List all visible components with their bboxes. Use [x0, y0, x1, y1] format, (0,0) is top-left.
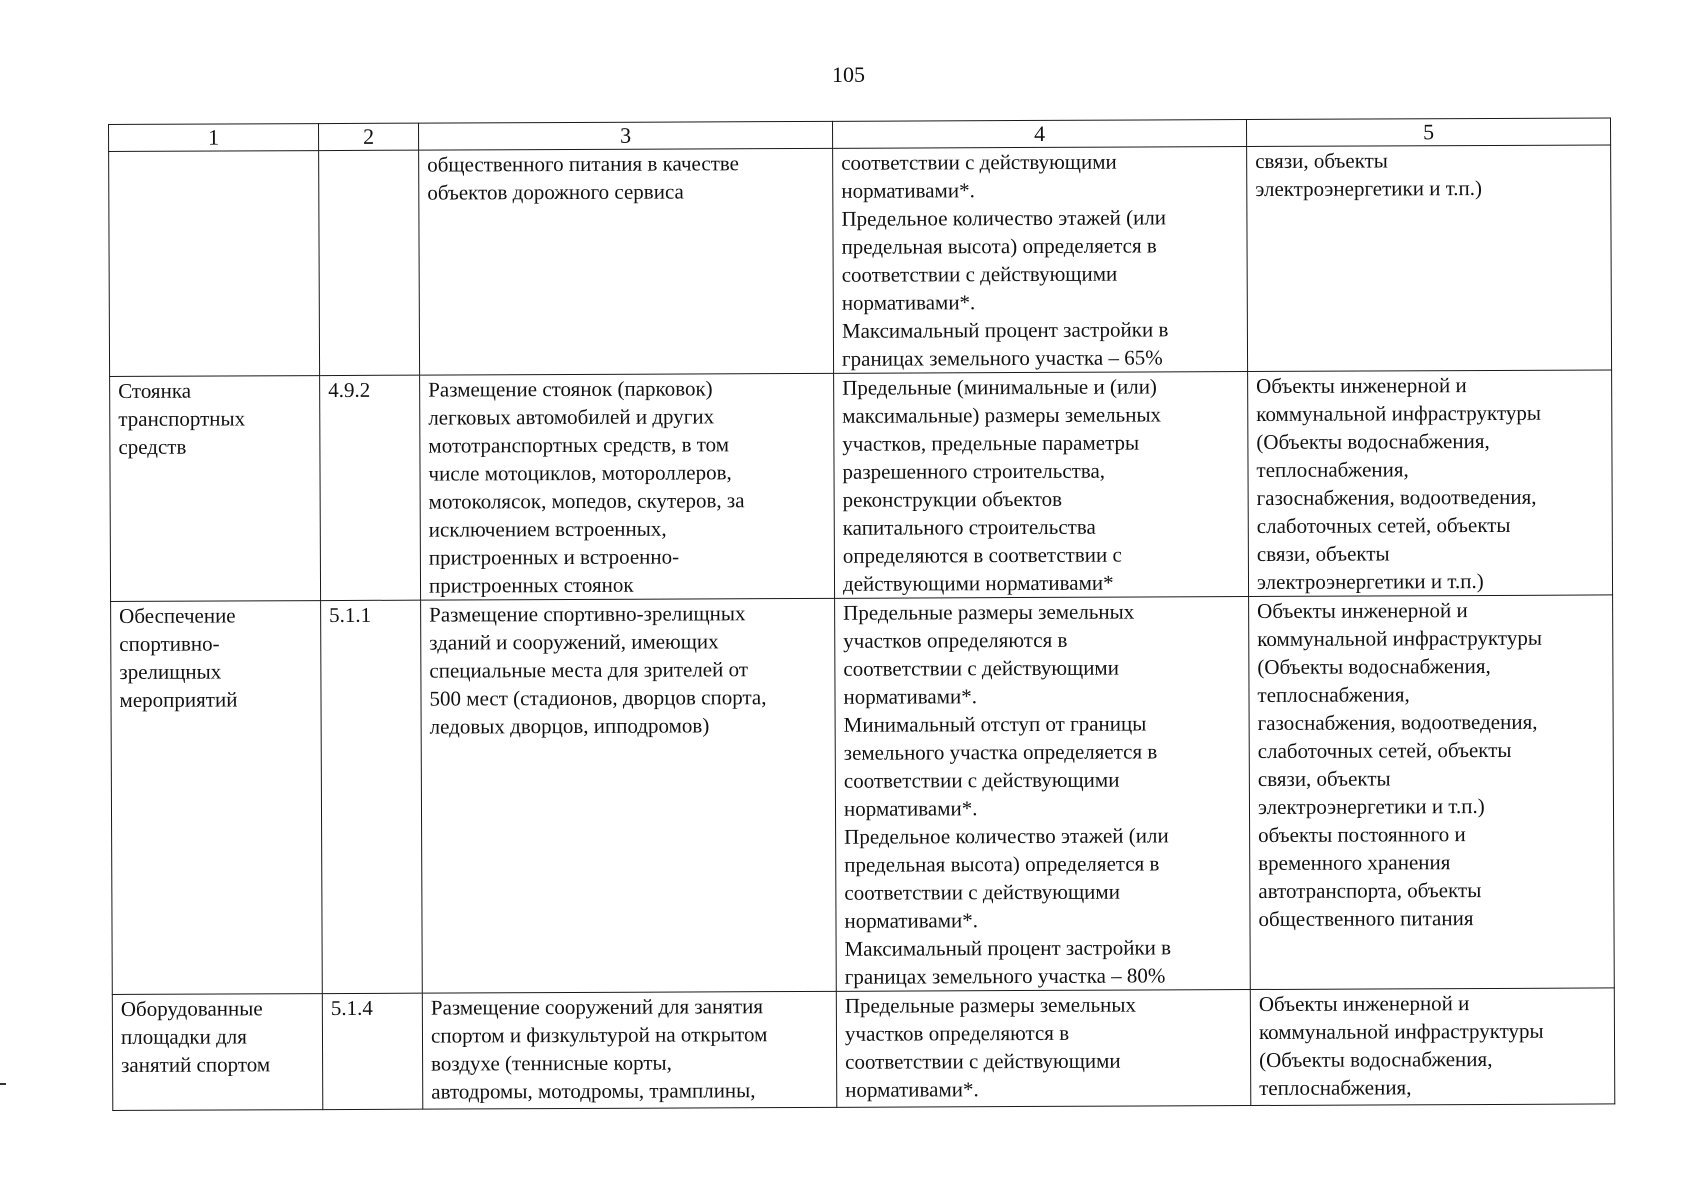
use-code: 5.1.1: [329, 602, 372, 628]
use-description-cell: [422, 991, 837, 1109]
parameters-text: Предельные (минимальные и (или) максимальные) размеры земельных участков, предельные параметры разрешенного строительства, реконструкции объектов капитального строительства определяются в соответствии с действующими нормативами*: [842, 374, 1162, 596]
column-header-5: 5: [1246, 118, 1610, 147]
use-name-cell: [111, 601, 323, 995]
use-code-cell: [322, 993, 423, 1109]
use-description-cell: [419, 148, 834, 375]
zoning-table: [108, 117, 1615, 1111]
column-header-2: 2: [319, 123, 419, 150]
table-row: [112, 988, 1614, 1111]
ancillary-objects: Объекты инженерной и коммунальной инфраструктуры (Объекты водоснабжения, теплоснабжения, газоснабжения, водоотведения, слаботочных сетей, объекты связи, объекты электроэнергетики и т.п.): [1256, 373, 1541, 594]
ancillary-objects: связи, объекты электроэнергетики и т.п.): [1255, 148, 1483, 201]
use-description: Размещение стоянок (парковок) легковых автомобилей и других мототранспортных средств, в том числе мотоциклов, мотороллеров, мотоколясок, мопедов, скутеров, за исключением встроенных, пристроенных и встроенно- пристроенных стоянок: [428, 376, 745, 598]
use-code-cell: [320, 375, 421, 600]
ancillary-objects-cell: [1250, 988, 1615, 1106]
use-description: общественного питания в качестве объектов дорожного сервиса: [427, 151, 740, 205]
use-name-cell: [110, 376, 321, 602]
use-description: Размещение спортивно-зрелищных зданий и сооружений, имеющих специальные места для зрителей от 500 мест (стадионов, дворцов спорта, ледовых дворцов, ипподромов): [429, 601, 767, 739]
table-row: [111, 595, 1615, 995]
use-description-cell: [421, 598, 837, 993]
ancillary-objects-cell: [1249, 595, 1615, 990]
column-header-4: 4: [832, 120, 1246, 149]
use-code: 4.9.2: [328, 377, 371, 403]
page-number: 105: [832, 62, 865, 87]
parameters-cell: [833, 147, 1248, 374]
use-code: 5.1.4: [330, 995, 373, 1021]
use-name: Обеспечение спортивно- зрелищных мероприятий: [119, 603, 238, 712]
use-name: [117, 151, 310, 152]
table-row: [109, 145, 1612, 377]
use-code-cell: [321, 600, 423, 993]
parameters-cell: [835, 597, 1251, 992]
use-name-cell: [109, 151, 320, 377]
use-name-cell: [112, 994, 323, 1111]
parameters-cell: [834, 372, 1249, 599]
use-code-cell: [319, 150, 420, 375]
ancillary-objects: Объекты инженерной и коммунальной инфраструктуры (Объекты водоснабжения, теплоснабжения,: [1258, 991, 1544, 1100]
parameters-text: соответствии с действующими нормативами*. Предельное количество этажей (или предельная высота) определяется в соответствии с действующими нормативами*. Максимальный процент застройки в границах земельного участка – 65%: [841, 149, 1169, 371]
ancillary-objects-cell: [1248, 370, 1613, 597]
use-description: Размещение сооружений для занятия спортом и физкультурой на открытом воздухе (теннисные корты, автодромы, мотодромы, трамплины,: [430, 994, 768, 1104]
ancillary-objects: Объекты инженерной и коммунальной инфраструктуры (Объекты водоснабжения, теплоснабжения, газоснабжения, водоотведения, слаботочных сетей, объекты связи, объекты электроэнергетики и т.п.) объекты постоянного и временного хранения автотранспорта, объекты общественного питания: [1257, 598, 1542, 931]
column-header-1: 1: [109, 124, 319, 152]
parameters-cell: [836, 990, 1251, 1108]
scan-edge-mark: [0, 1083, 6, 1085]
parameters-text: Предельные размеры земельных участков определяются в соответствии с действующими нормативами*.: [844, 992, 1137, 1102]
use-name: Оборудованные площадки для занятий спортом: [120, 996, 271, 1077]
use-description-cell: [420, 373, 835, 600]
ancillary-objects-cell: [1247, 145, 1612, 372]
parameters-text: Предельные размеры земельных участков определяются в соответствии с действующими нормативами*. Минимальный отступ от границы земельного участка определяется в соответствии с действующими нормативами*. Предельное количество этажей (или предельная высота) определяется в соответствии с действующими нормативами*. Максимальный процент застройки в границах земельного участка – 80%: [843, 599, 1172, 989]
column-header-3: 3: [418, 121, 832, 150]
use-name: Стоянка транспортных средств: [118, 378, 246, 459]
table-row: [110, 370, 1613, 602]
